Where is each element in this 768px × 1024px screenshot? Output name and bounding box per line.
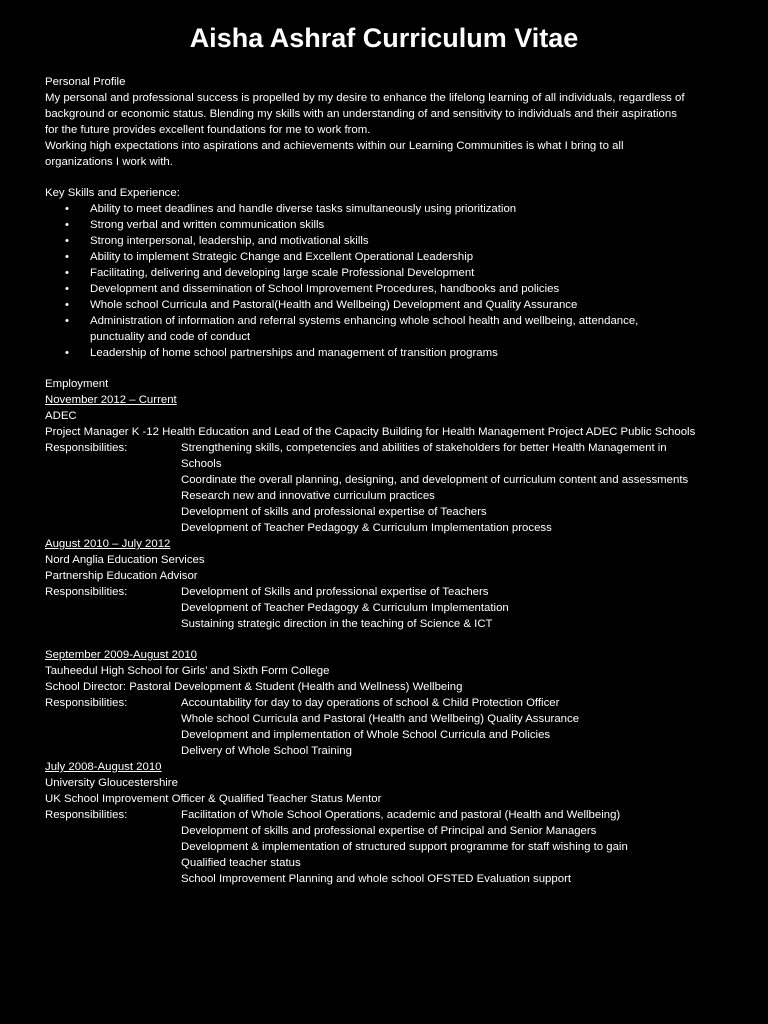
job-responsibilities bbox=[45, 440, 725, 536]
skills-item: • Whole school Curricula and Pastoral(Health and Wellbeing) Development and Quality Assurance bbox=[65, 299, 578, 311]
job-period: July 2008-August 2010 bbox=[45, 761, 162, 773]
responsibility-item: Whole school Curricula and Pastoral (Health and Wellbeing) Quality Assurance bbox=[181, 713, 580, 725]
skills-item: • Development and dissemination of School Improvement Procedures, handbooks and policies bbox=[65, 283, 560, 295]
job-org: Nord Anglia Education Services bbox=[45, 554, 205, 566]
skills-item: • Facilitating, delivering and developing large scale Professional Development bbox=[65, 267, 475, 279]
job-role: School Director: Pastoral Development & Student (Health and Wellness) Wellbeing bbox=[45, 681, 463, 693]
skills-item: • Strong verbal and written communication skills bbox=[65, 219, 325, 231]
job-period: August 2010 – July 2012 bbox=[45, 538, 171, 550]
profile-line: My personal and professional success is propelled by my desire to enhance the lifelong learning of all individuals, regardless of bbox=[45, 92, 685, 104]
responsibility-item: Development of Teacher Pedagogy & Curriculum Implementation bbox=[181, 602, 509, 614]
responsibility-item: Sustaining strategic direction in the teaching of Science & ICT bbox=[181, 618, 493, 630]
responsibility-item: Development of skills and professional expertise of Principal and Senior Managers bbox=[181, 825, 597, 837]
skills-item: • Ability to meet deadlines and handle diverse tasks simultaneously using prioritization bbox=[65, 203, 517, 215]
skills-item: • Leadership of home school partnerships and management of transition programs bbox=[65, 347, 498, 359]
job-org: Tauheedul High School for Girls’ and Sixth Form College bbox=[45, 665, 330, 677]
skills-item: • Ability to implement Strategic Change and Excellent Operational Leadership bbox=[65, 251, 474, 263]
profile-line: organizations I work with. bbox=[45, 156, 173, 168]
job-role: UK School Improvement Officer & Qualified Teacher Status Mentor bbox=[45, 793, 382, 805]
bullet-icon: • bbox=[65, 219, 69, 231]
responsibility-item: Development of Skills and professional expertise of Teachers bbox=[181, 586, 489, 598]
responsibility-item: Accountability for day to day operations of school & Child Protection Officer bbox=[181, 697, 560, 709]
profile-line: for the future provides excellent foundations for me to work from. bbox=[45, 124, 371, 136]
bullet-icon: • bbox=[65, 251, 69, 263]
job-role: Partnership Education Advisor bbox=[45, 570, 198, 582]
job-period: September 2009-August 2010 bbox=[45, 649, 197, 661]
bullet-icon: • bbox=[65, 203, 69, 215]
cv-content bbox=[45, 74, 725, 887]
employment-heading: Employment bbox=[45, 378, 109, 390]
responsibility-item: Schools bbox=[181, 458, 222, 470]
bullet-icon: • bbox=[65, 283, 69, 295]
skills-list bbox=[45, 201, 725, 361]
bullet-icon: • bbox=[65, 267, 69, 279]
job-org: University Gloucestershire bbox=[45, 777, 178, 789]
skills-item: • Administration of information and referral systems enhancing whole school health and wellbeing, attendance, punctuality and code of conduct bbox=[65, 315, 639, 343]
responsibilities-label: Responsibilities: bbox=[45, 586, 128, 598]
responsibility-item: School Improvement Planning and whole school OFSTED Evaluation support bbox=[181, 873, 572, 885]
job-org: ADEC bbox=[45, 410, 77, 422]
document-title: Aisha Ashraf Curriculum Vitae bbox=[189, 23, 579, 53]
responsibility-item: Development of skills and professional expertise of Teachers bbox=[181, 506, 487, 518]
job-period: November 2012 – Current bbox=[45, 394, 177, 406]
job-role: Project Manager K -12 Health Education and Lead of the Capacity Building for Health Management Project ADEC Public Schools bbox=[45, 426, 696, 438]
profile-line: background or economic status. Blending my skills with an understanding of and sensitivity to individuals and their aspirations bbox=[45, 108, 677, 120]
responsibility-item: Development & implementation of structured support programme for staff wishing to gain bbox=[181, 841, 628, 853]
responsibility-item: Development of Teacher Pedagogy & Curriculum Implementation process bbox=[181, 522, 552, 534]
profile-line: Working high expectations into aspirations and achievements within our Learning Communities is what I bring to all bbox=[45, 140, 624, 152]
bullet-icon: • bbox=[65, 315, 69, 327]
responsibility-item: Coordinate the overall planning, designing, and development of curriculum content and assessments bbox=[181, 474, 689, 486]
responsibility-item: Qualified teacher status bbox=[181, 857, 301, 869]
job-responsibilities bbox=[45, 807, 725, 887]
responsibility-item: Development and implementation of Whole School Curricula and Policies bbox=[181, 729, 551, 741]
bullet-icon: • bbox=[65, 299, 69, 311]
responsibilities-label: Responsibilities: bbox=[45, 809, 128, 821]
skills-heading: Key Skills and Experience: bbox=[45, 187, 180, 199]
responsibility-item: Delivery of Whole School Training bbox=[181, 745, 352, 757]
skills-item: • Strong interpersonal, leadership, and motivational skills bbox=[65, 235, 369, 247]
bullet-icon: • bbox=[65, 347, 69, 359]
responsibility-item: Research new and innovative curriculum practices bbox=[181, 490, 435, 502]
job-responsibilities bbox=[45, 584, 725, 632]
bullet-icon: • bbox=[65, 235, 69, 247]
responsibilities-label: Responsibilities: bbox=[45, 442, 128, 454]
responsibility-item: Facilitation of Whole School Operations, academic and pastoral (Health and Wellbeing) bbox=[181, 809, 621, 821]
profile-heading: Personal Profile bbox=[45, 76, 126, 88]
responsibilities-label: Responsibilities: bbox=[45, 697, 128, 709]
job-responsibilities bbox=[45, 695, 725, 759]
responsibility-item: Strengthening skills, competencies and abilities of stakeholders for better Health Management in bbox=[181, 442, 667, 454]
